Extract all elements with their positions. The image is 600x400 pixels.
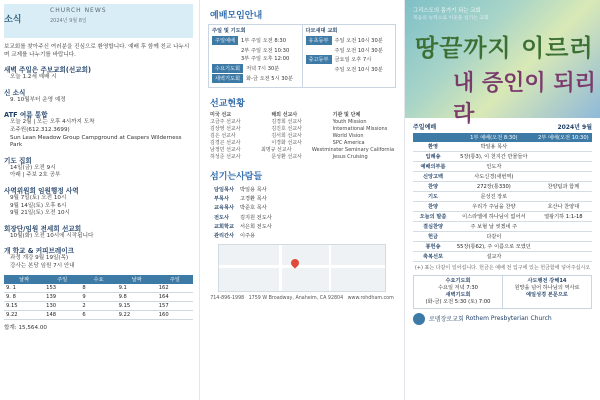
mission-cell: SPC America [332, 139, 365, 146]
mission-header: 미국 선교 [210, 111, 232, 118]
staff-name: 이주용 [240, 232, 256, 239]
table-cell [535, 152, 592, 162]
table-cell: 신앙고백 [413, 172, 453, 182]
address: 1759 W Broadway, Anaheim, CA 92804 [248, 296, 344, 302]
table-header: 날짜 [117, 275, 157, 284]
staff-role: 담임목사 [214, 186, 235, 193]
worship-tag: 주일예배 [212, 36, 238, 45]
table-header: 주일 [44, 275, 80, 284]
table-cell [535, 192, 592, 202]
table-row [413, 242, 592, 252]
table-header: 1부 예배(오전 8:30) [453, 133, 535, 142]
worship-next-gen [302, 25, 396, 87]
table-header: 수요 [80, 275, 116, 284]
mission-cell: 김서희 선교사 [271, 132, 302, 139]
table-cell: 오늘의 말씀 [413, 212, 453, 222]
table-cell: 사도신경(새번역) [453, 172, 535, 182]
worship-time: 주일 오전 10시 30분 [334, 47, 383, 54]
table-cell: 문성진 장로 [453, 192, 535, 202]
table-header: 주일 [157, 275, 193, 284]
table-cell: 9.22 [4, 310, 44, 319]
mission-cell: Youth Mission [332, 118, 367, 125]
table-cell: 130 [44, 301, 80, 310]
service-label: 주일예배 [413, 124, 437, 131]
weekday-services [413, 275, 592, 309]
table-cell: 찬양 [413, 182, 453, 192]
table-row [413, 222, 592, 232]
table-row [413, 212, 592, 222]
service-date: 2024년 9월 [557, 124, 592, 131]
weekday-value: 수요일 저녁 7:30 [437, 284, 478, 291]
table-cell: 기도 [413, 192, 453, 202]
table-cell: 148 [44, 310, 80, 319]
worship-section-title: 예배모임안내 [210, 11, 263, 21]
mission-cell: 김경희 선교사 [271, 118, 302, 125]
news-heading: 개 학교 & 커피브레이크 [4, 247, 74, 256]
table-cell: 2 [80, 301, 116, 310]
church-name-en: Rothem Presbyterian Church [465, 315, 552, 323]
worship-row [212, 64, 299, 73]
table-cell: 이스라엘에 하나님이 없어서 [453, 212, 535, 222]
website-link[interactable]: www.rohdham.com [347, 296, 394, 302]
worship-time: 주일 오전 10시 30분 [334, 66, 383, 73]
table-header: 2부 예배(오전 10:30) [535, 133, 592, 142]
news-line: 10월(화) 오전 10시에 시작됩니다 [10, 232, 94, 239]
mission-cell: 최명규 선교사 [260, 146, 292, 153]
church-name: 로뎀장로교회 [429, 316, 464, 324]
table-cell: 찬양팀과 함께 [535, 182, 592, 192]
mission-row [210, 126, 394, 133]
hero-verse-line2: 내 증인이 되리라 [453, 70, 596, 127]
staff-role: 전도사 [214, 214, 230, 221]
worship-time: 1부 주일 오전 8:30 [241, 38, 286, 44]
cover-hero [405, 0, 600, 127]
table-cell: 5장(통3), 이 천지간 만물들아 [453, 152, 535, 162]
mission-row [210, 119, 394, 126]
staff-section-title: 섬기는사람들 [210, 171, 263, 182]
worship-tag: 수요기도회 [212, 64, 243, 73]
staff-row [214, 196, 390, 203]
table-cell [535, 242, 592, 252]
table-cell: 162 [157, 284, 193, 293]
weekday-value: (화-금) 오전 5:30 (토) 7:00 [425, 298, 491, 305]
table-cell [535, 232, 592, 242]
news-line: 9월 14일(토) 오후 6시 [10, 202, 67, 209]
table-cell: 결심찬양 [413, 222, 453, 232]
table-cell: 9. 1 [4, 284, 44, 293]
worship-time: 화-금 오전 5시 30분 [246, 76, 293, 83]
news-line: Sun Lean Meadow Group Campground at Caspers Wilderness Park [10, 134, 182, 149]
staff-name: 박준호 목사 [240, 205, 267, 212]
worship-schedule [208, 24, 396, 88]
worship-time: 주일 오전 10시 30분 [334, 38, 383, 44]
staff-row [214, 215, 390, 222]
table-cell: 박일용 목사 [453, 142, 535, 152]
worship-row [306, 66, 393, 73]
news-line: 과정 개강 9월 19일(목) [10, 255, 69, 262]
news-title: 소식 [4, 15, 22, 25]
staff-role: 부목사 [214, 196, 230, 203]
news-heading: 사역위원회 임원행정 사역 [4, 186, 79, 195]
info-column [200, 0, 405, 400]
attendance-table [4, 275, 193, 320]
news-list [4, 64, 193, 270]
worship-ng-head: 다모새대 교회 [305, 28, 338, 34]
hero-motto: 그리스도의 몸가기 되는 교회 [413, 8, 481, 14]
mission-cell: 남정민 선교사 [210, 146, 241, 153]
table-cell: 8 [80, 284, 116, 293]
worship-row [212, 74, 299, 83]
table-cell: 157 [157, 301, 193, 310]
table-row [413, 152, 592, 162]
table-cell [535, 162, 592, 172]
table-row [4, 301, 193, 310]
worship-time: 금요일 오후 7시 [334, 57, 372, 64]
table-row [4, 284, 193, 293]
mission-cell: 김진호 선교사 [271, 125, 302, 132]
mission-cell: International Missions [332, 125, 388, 132]
banner-date: 2024년 9월 8일 [50, 18, 87, 24]
table-header [413, 133, 453, 142]
worship-time: 3부 주일 오후 12:00 [241, 56, 290, 63]
worship-tag: 중고등부 [306, 55, 332, 64]
table-cell: 주 보혈 날 씻겠네 주 [453, 222, 535, 232]
mission-cell: World Vision [332, 132, 364, 139]
worship-row [306, 47, 393, 54]
worship-time: 2부 주일 오전 10:30 [241, 47, 290, 54]
phone-number: 714-896-1998 [210, 296, 245, 302]
table-cell: 9.8 [117, 292, 157, 301]
mission-cell: Westminster Seminary California [311, 146, 395, 153]
church-logo-icon [413, 313, 425, 325]
staff-row [214, 205, 390, 212]
news-line: 오늘 2월 | 오는 오후 4시까지 도착 [10, 119, 95, 126]
service-note: (+) 표는 다같이 일어섭니다. 헌금은 예배 전 입구에 있는 헌금함에 넣어주십시오 [414, 265, 591, 271]
weekday-head: 수요기도회 [445, 277, 471, 284]
table-row [4, 310, 193, 319]
table-cell: 272장(통330) [453, 182, 535, 192]
table-cell: 9 [80, 292, 116, 301]
worship-row [306, 36, 393, 45]
service-order-table [413, 133, 592, 262]
news-line: 9월 7일(토) 오전 10시 [10, 194, 67, 201]
table-cell [535, 142, 592, 152]
table-cell: 다같이 [453, 232, 535, 242]
table-row [413, 252, 592, 262]
table-cell: 인도자 [453, 162, 535, 172]
staff-name: 서은희 전도사 [240, 223, 272, 230]
news-heading: 새벽 주일은 주보교회(선교회) [4, 66, 92, 75]
weekday-cell [502, 276, 591, 308]
mission-row [210, 140, 394, 147]
table-row [413, 162, 592, 172]
news-heading: 기도 집회 [4, 156, 32, 165]
table-cell: 6 [80, 310, 116, 319]
table-cell: 입례송 [413, 152, 453, 162]
table-header: 날짜 [4, 275, 44, 284]
news-line: 9월 21일(토) 오전 10시 [10, 210, 70, 217]
news-line: 오늘 1.2세 예배 시 [10, 74, 57, 81]
worship-row [212, 36, 299, 45]
news-heading: ATF 여름 통합 [4, 111, 48, 120]
table-row [413, 172, 592, 182]
table-cell: 9.15 [4, 301, 44, 310]
mission-cell: 고금주 선교사 [210, 118, 241, 125]
news-intro: 보교회를 찾아주신 여러분을 진심으로 환영합니다. 예배 후 함께 친교 나누시며 교제를 나누기를 바랍니다. [4, 44, 190, 58]
table-cell: 9. 8 [4, 292, 44, 301]
mission-row [210, 154, 394, 161]
table-row [413, 182, 592, 192]
table-row [413, 202, 592, 212]
news-heading: 회장단/임원 전세희 선교회 [4, 224, 82, 233]
staff-name: 김지원 전도사 [240, 214, 272, 221]
worship-row [212, 47, 299, 54]
table-cell: 헌금 [413, 232, 453, 242]
church-map [218, 244, 386, 292]
table-cell: 55장(통62), 주 이름으로 모였던 [453, 242, 535, 252]
table-cell: 호산나 찬양대 [535, 202, 592, 212]
table-cell: 축복선포 [413, 252, 453, 262]
service-column [405, 0, 600, 400]
table-cell: 9.1 [117, 284, 157, 293]
weekday-value: 원망을 넘어 하나님의 역사로 [514, 284, 580, 291]
staff-name: 박일용 목사 [240, 186, 267, 193]
mission-row [210, 147, 394, 154]
worship-time: 저녁 7시 30분 [246, 65, 280, 72]
staff-role: 교육목사 [214, 205, 235, 212]
worship-tag: 새벽기도회 [212, 74, 243, 83]
staff-row [214, 187, 390, 194]
table-row [413, 232, 592, 242]
table-cell: 환영 [413, 142, 453, 152]
contact-bar [208, 296, 396, 301]
mission-header-row [210, 112, 394, 119]
weekday-head: 새벽기도회 [445, 291, 471, 298]
news-line: 9. 10월부터 운영 예정 [10, 96, 66, 103]
worship-main [209, 25, 302, 87]
table-cell: 열왕기하 1:1-18 [535, 212, 592, 222]
mission-cell: 김은 선교사 [210, 132, 236, 139]
table-cell: 예배의부름 [413, 162, 453, 172]
weekday-cell [414, 276, 502, 308]
worship-main-head: 주일 및 기도회 [212, 28, 246, 34]
worship-row [306, 55, 393, 64]
table-cell: 찬양 [413, 202, 453, 212]
mission-cell: 김경곤 선교사 [210, 139, 241, 146]
mission-header: 해외 선교사 [271, 111, 298, 118]
church-footer [413, 313, 592, 325]
mission-cell: Jesus Cruising [332, 153, 368, 160]
table-cell: 160 [157, 310, 193, 319]
mission-cell: 문성환 선교사 [271, 153, 302, 160]
worship-row [212, 55, 299, 62]
table-cell: 164 [157, 292, 193, 301]
table-cell [535, 172, 592, 182]
table-cell: 139 [44, 292, 80, 301]
hero-verse-line1: 땅끝까지 이르러 [415, 33, 594, 62]
table-row [413, 142, 592, 152]
staff-role: 교회학교 [214, 223, 235, 230]
news-heading: 신 소식 [4, 88, 26, 97]
news-line: 14일(금) 오전 9시 [10, 164, 56, 171]
banner-label: CHURCH NEWS [50, 7, 107, 14]
table-cell: 봉헌송 [413, 242, 453, 252]
mission-cell: 김상영 선교사 [210, 125, 241, 132]
table-cell: 9.15 [117, 301, 157, 310]
mission-cell: 이경화 선교사 [271, 139, 302, 146]
table-cell: 우리가 주님을 찬양 [453, 202, 535, 212]
table-cell [535, 222, 592, 232]
mission-header: 기관 및 단체 [332, 111, 361, 118]
mission-cell: 허성준 선교사 [210, 153, 241, 160]
worship-tag: 유초등부 [306, 36, 332, 45]
table-cell: 9.22 [117, 310, 157, 319]
staff-row [214, 233, 390, 240]
news-banner [4, 4, 193, 38]
mission-section-title: 선교현황 [210, 98, 245, 109]
news-line: 조주원(612.312.3699) [10, 126, 70, 133]
staff-row [214, 224, 390, 231]
weekday-head: 예일성경 본문으로 [526, 291, 568, 298]
news-line: 아래 | 주보 2호 공부 [10, 172, 61, 179]
table-row [4, 292, 193, 301]
table-cell: 설교자 [453, 252, 535, 262]
news-column [0, 0, 200, 400]
mission-row [210, 133, 394, 140]
table-row [413, 192, 592, 202]
table-cell: 153 [44, 284, 80, 293]
staff-role: 관리간사 [214, 232, 235, 239]
table-cell [535, 252, 592, 262]
hero-submotto: 복음의 능력으로 이웃을 섬기는 교회 [413, 16, 489, 21]
offering-total: 합계: 15,564.00 [4, 324, 47, 331]
staff-name: 고경환 목사 [240, 196, 267, 203]
weekday-head: 사도행전 강해14 [527, 277, 567, 284]
news-line: 강사는 본당 임원 7시 안내 [10, 262, 75, 269]
